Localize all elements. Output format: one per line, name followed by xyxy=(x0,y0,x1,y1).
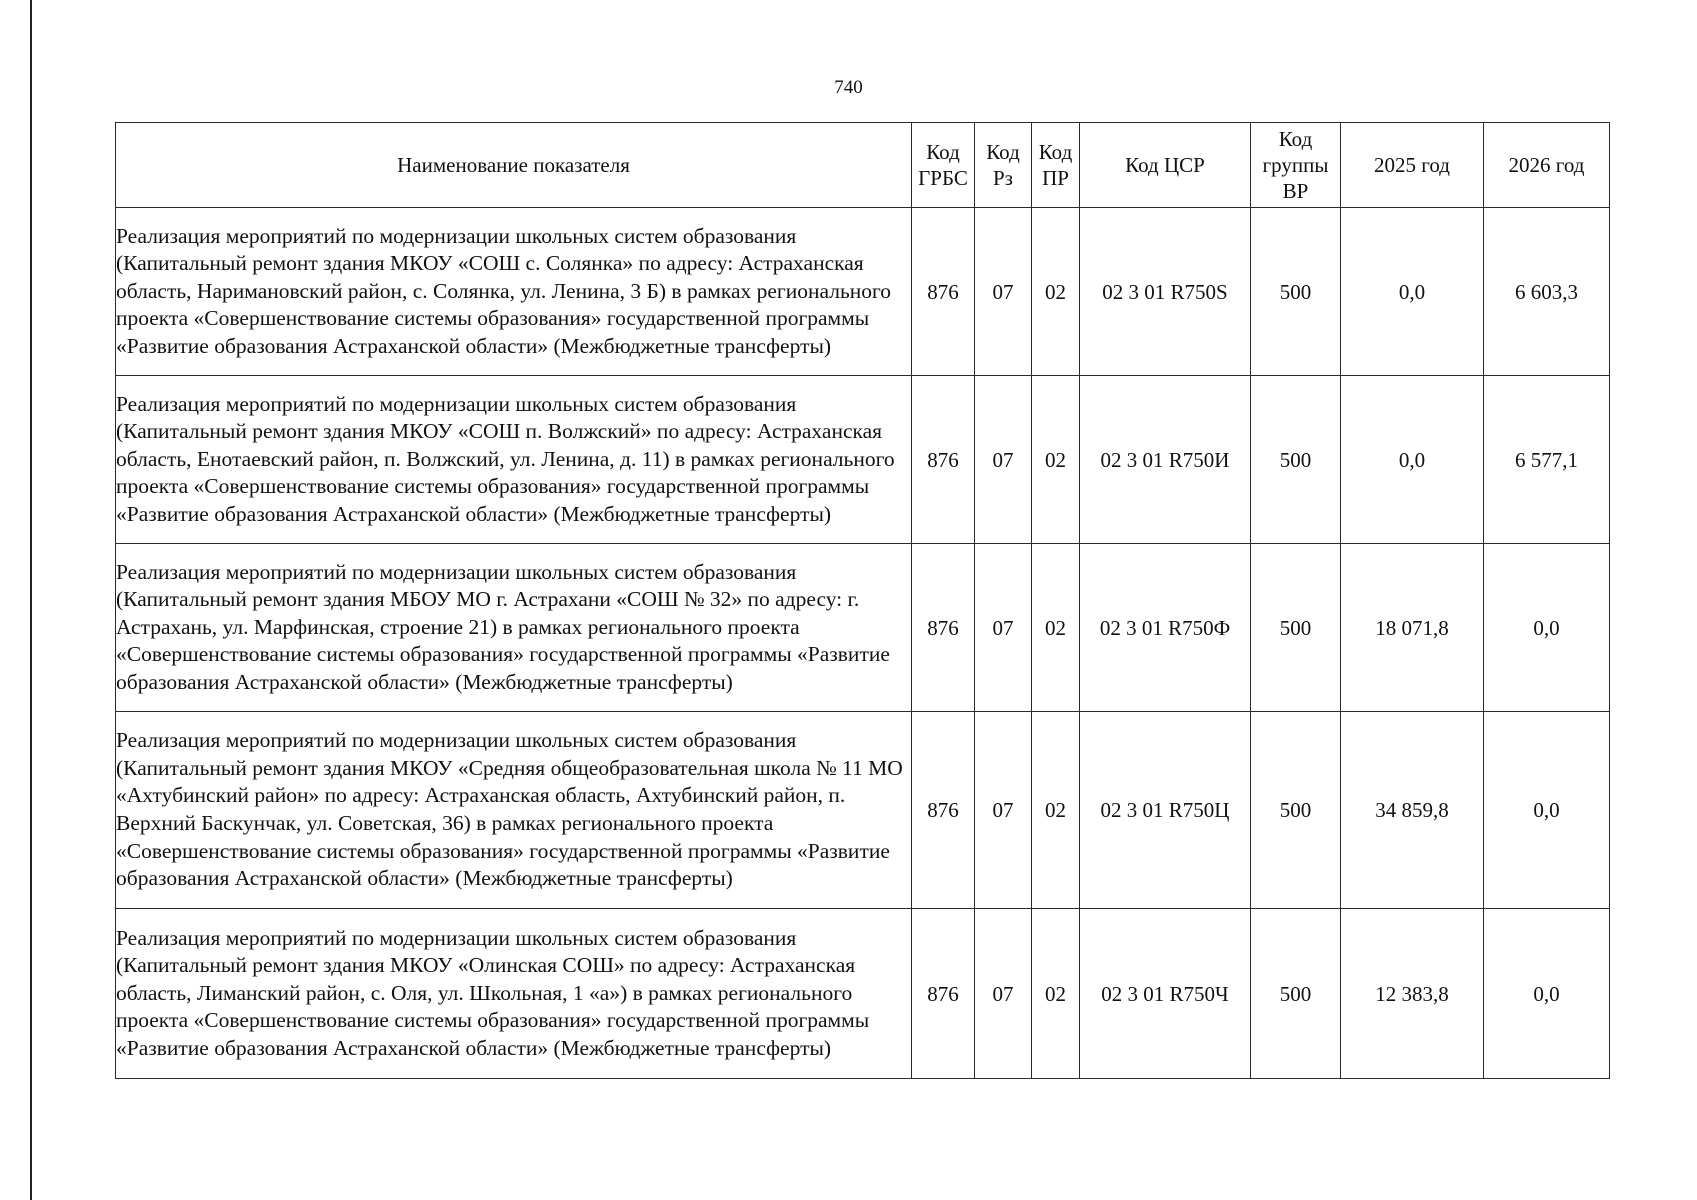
row-2026: 0,0 xyxy=(1484,909,1610,1079)
header-name-text: Наименование показателя xyxy=(397,153,630,177)
header-grbs xyxy=(912,123,975,208)
left-margin-rule xyxy=(30,0,32,1200)
row-2025: 12 383,8 xyxy=(1341,909,1484,1079)
row-2026: 0,0 xyxy=(1484,544,1610,712)
row-grbs: 876 xyxy=(912,544,975,712)
row-pr: 02 xyxy=(1032,712,1080,909)
row-2026: 0,0 xyxy=(1484,712,1610,909)
header-vr-line3: ВР xyxy=(1282,179,1309,203)
row-2025: 18 071,8 xyxy=(1341,544,1484,712)
table-row xyxy=(116,712,1610,909)
row-csr: 02 3 01 R750Ч xyxy=(1080,909,1251,1079)
row-vr: 500 xyxy=(1251,544,1341,712)
header-rz-line2: Рз xyxy=(993,166,1013,190)
row-name: Реализация мероприятий по модернизации школьных систем образования (Капитальный ремонт здания МКОУ «СОШ п. Волжский» по адресу: Астраханская область, Енотаевский район, п. Волжский, ул. Ленина, д. 11) в рамках регионального проекта «Совершенствование системы образования» государственной программы «Развитие образования Астраханской области» (Межбюджетные трансферты) xyxy=(116,376,912,544)
row-name: Реализация мероприятий по модернизации школьных систем образования (Капитальный ремонт здания МКОУ «Олинская СОШ» по адресу: Астраханская область, Лиманский район, с. Оля, ул. Школьная, 1 «а») в рамках регионального проекта «Совершенствование системы образования» государственной программы «Развитие образования Астраханской области» (Межбюджетные трансферты) xyxy=(116,909,912,1079)
header-year-2026-text: 2026 год xyxy=(1508,153,1585,177)
row-rz: 07 xyxy=(975,909,1032,1079)
row-name: Реализация мероприятий по модернизации школьных систем образования (Капитальный ремонт здания МКОУ «Средняя общеобразовательная школа № 11 МО «Ахтубинский район» по адресу: Астраханская область, Ахтубинский район, п. Верхний Баскунчак, ул. Советская, 36) в рамках регионального проекта «Совершенствование системы образования» государственной программы «Развитие образования Астраханской области» (Межбюджетные трансферты) xyxy=(116,712,912,909)
row-rz: 07 xyxy=(975,712,1032,909)
row-pr: 02 xyxy=(1032,544,1080,712)
header-vr-line2: группы xyxy=(1262,153,1329,177)
row-2026: 6 577,1 xyxy=(1484,376,1610,544)
row-grbs: 876 xyxy=(912,208,975,376)
header-year-2026 xyxy=(1484,123,1610,208)
page-number: 740 xyxy=(834,77,863,98)
row-2025: 0,0 xyxy=(1341,376,1484,544)
header-pr-line1: Код xyxy=(1038,140,1073,164)
header-csr-text: Код ЦСР xyxy=(1125,153,1205,177)
header-pr xyxy=(1032,123,1080,208)
header-csr xyxy=(1080,123,1251,208)
row-name: Реализация мероприятий по модернизации школьных систем образования (Капитальный ремонт здания МБОУ МО г. Астрахани «СОШ № 32» по адресу: г. Астрахань, ул. Марфинская, строение 21) в рамках регионального проекта «Совершенствование системы образования» государственной программы «Развитие образования Астраханской области» (Межбюджетные трансферты) xyxy=(116,544,912,712)
row-vr: 500 xyxy=(1251,712,1341,909)
row-pr: 02 xyxy=(1032,208,1080,376)
row-grbs: 876 xyxy=(912,909,975,1079)
row-name: Реализация мероприятий по модернизации школьных систем образования (Капитальный ремонт здания МКОУ «СОШ с. Солянка» по адресу: Астраханская область, Наримановский район, с. Солянка, ул. Ленина, 3 Б) в рамках регионального проекта «Совершенствование системы образования» государственной программы «Развитие образования Астраханской области» (Межбюджетные трансферты) xyxy=(116,208,912,376)
table-row xyxy=(116,909,1610,1079)
header-vr xyxy=(1251,123,1341,208)
header-rz xyxy=(975,123,1032,208)
row-csr: 02 3 01 R750S xyxy=(1080,208,1251,376)
row-2026: 6 603,3 xyxy=(1484,208,1610,376)
row-csr: 02 3 01 R750Ц xyxy=(1080,712,1251,909)
row-rz: 07 xyxy=(975,544,1032,712)
header-rz-line1: Код xyxy=(986,140,1020,164)
row-rz: 07 xyxy=(975,208,1032,376)
budget-table xyxy=(115,122,1610,1079)
header-pr-line2: ПР xyxy=(1042,166,1069,190)
row-2025: 0,0 xyxy=(1341,208,1484,376)
row-pr: 02 xyxy=(1032,376,1080,544)
table-header-row xyxy=(116,123,1610,208)
row-vr: 500 xyxy=(1251,376,1341,544)
header-vr-line1: Код xyxy=(1278,127,1313,151)
header-grbs-line2: ГРБС xyxy=(918,166,968,190)
row-rz: 07 xyxy=(975,376,1032,544)
row-grbs: 876 xyxy=(912,376,975,544)
row-csr: 02 3 01 R750И xyxy=(1080,376,1251,544)
header-name xyxy=(116,123,912,208)
table-row xyxy=(116,544,1610,712)
row-vr: 500 xyxy=(1251,208,1341,376)
table-row xyxy=(116,208,1610,376)
row-pr: 02 xyxy=(1032,909,1080,1079)
row-2025: 34 859,8 xyxy=(1341,712,1484,909)
header-year-2025-text: 2025 год xyxy=(1374,153,1450,177)
table-row xyxy=(116,376,1610,544)
row-grbs: 876 xyxy=(912,712,975,909)
header-grbs-line1: Код xyxy=(926,140,960,164)
header-year-2025 xyxy=(1341,123,1484,208)
row-vr: 500 xyxy=(1251,909,1341,1079)
row-csr: 02 3 01 R750Ф xyxy=(1080,544,1251,712)
